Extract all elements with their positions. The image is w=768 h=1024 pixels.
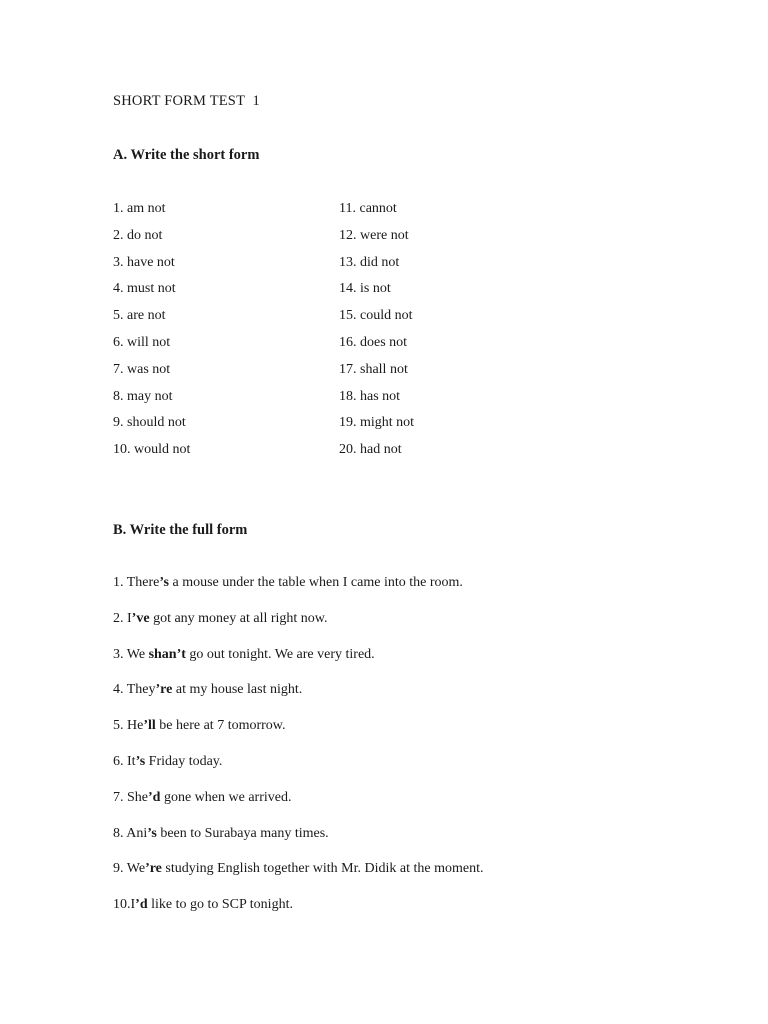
sentence-item bbox=[113, 610, 673, 646]
sentence-end: studying English together with Mr. Didik at the moment. bbox=[161, 861, 484, 877]
list-item: 14. is not bbox=[339, 281, 391, 297]
list-item: 6. will not bbox=[113, 334, 171, 350]
list-item: 1. am not bbox=[113, 201, 166, 216]
contraction: ’d bbox=[148, 789, 161, 805]
sentence-end: like to go to SCP tonight. bbox=[147, 897, 293, 913]
short-form-list-right bbox=[339, 200, 559, 468]
sentence-end: gone when we arrived. bbox=[160, 789, 292, 805]
full-form-list bbox=[113, 574, 673, 932]
list-item: 3. have not bbox=[113, 254, 175, 270]
contraction: ’s bbox=[135, 753, 146, 769]
short-form-list-left bbox=[113, 200, 333, 468]
list-item: 11. cannot bbox=[339, 201, 397, 216]
sentence-start: 9. We bbox=[113, 861, 146, 877]
contraction: ’ve bbox=[131, 610, 150, 626]
sentence-start: 7. She bbox=[113, 789, 148, 805]
sentence-item bbox=[113, 860, 673, 896]
sentence-end: Friday today. bbox=[145, 753, 223, 769]
sentence-end: be here at 7 tomorrow. bbox=[155, 718, 286, 734]
list-item: 19. might not bbox=[339, 415, 415, 431]
contraction: ’re bbox=[145, 861, 162, 877]
list-item: 5. are not bbox=[113, 308, 166, 324]
contraction: ’d bbox=[135, 897, 148, 913]
sentence-item bbox=[113, 646, 673, 682]
sentence-item bbox=[113, 717, 673, 753]
list-item: 8. may not bbox=[113, 388, 173, 404]
contraction: shan’t bbox=[148, 646, 186, 662]
list-item: 12. were not bbox=[339, 227, 409, 243]
section-b-heading: B. Write the full form bbox=[113, 522, 248, 538]
sentence-end: been to Surabaya many times. bbox=[156, 825, 329, 841]
sentence-start: 2. I bbox=[113, 610, 132, 626]
sentence-start: 5. He bbox=[113, 718, 144, 734]
list-item: 18. has not bbox=[339, 388, 401, 404]
sentence-item bbox=[113, 574, 673, 610]
sentence-start: 1. There bbox=[113, 575, 160, 590]
list-item: 10. would not bbox=[113, 442, 191, 458]
sentence-start: 6. It bbox=[113, 753, 136, 769]
list-item: 20. had not bbox=[339, 442, 402, 458]
page-title: SHORT FORM TEST 1 bbox=[113, 93, 260, 109]
sentence-start: 8. Ani bbox=[113, 825, 148, 841]
section-a-heading: A. Write the short form bbox=[113, 147, 260, 163]
sentence-item bbox=[113, 896, 673, 932]
sentence-item bbox=[113, 825, 673, 861]
contraction: ’re bbox=[155, 682, 173, 698]
list-item: 16. does not bbox=[339, 334, 408, 350]
sentence-end: go out tonight. We are very tired. bbox=[185, 646, 375, 662]
contraction: ’ll bbox=[143, 718, 156, 734]
sentence-end: at my house last night. bbox=[172, 682, 303, 698]
list-item: 7. was not bbox=[113, 361, 171, 377]
sentence-item bbox=[113, 681, 673, 717]
sentence-start: 10.I bbox=[113, 897, 136, 913]
sentence-end: a mouse under the table when I came into the room. bbox=[168, 575, 463, 590]
contraction: ’s bbox=[159, 575, 169, 590]
list-item: 9. should not bbox=[113, 415, 186, 431]
list-item: 2. do not bbox=[113, 227, 163, 243]
list-item: 17. shall not bbox=[339, 361, 408, 377]
list-item: 13. did not bbox=[339, 254, 400, 270]
sentence-end: got any money at all right now. bbox=[149, 610, 328, 626]
contraction: ’s bbox=[147, 825, 157, 841]
sentence-start: 3. We bbox=[113, 646, 149, 662]
list-item: 4. must not bbox=[113, 281, 176, 297]
list-item: 15. could not bbox=[339, 308, 413, 324]
sentence-item bbox=[113, 753, 673, 789]
sentence-item bbox=[113, 789, 673, 825]
sentence-start: 4. They bbox=[113, 682, 156, 698]
